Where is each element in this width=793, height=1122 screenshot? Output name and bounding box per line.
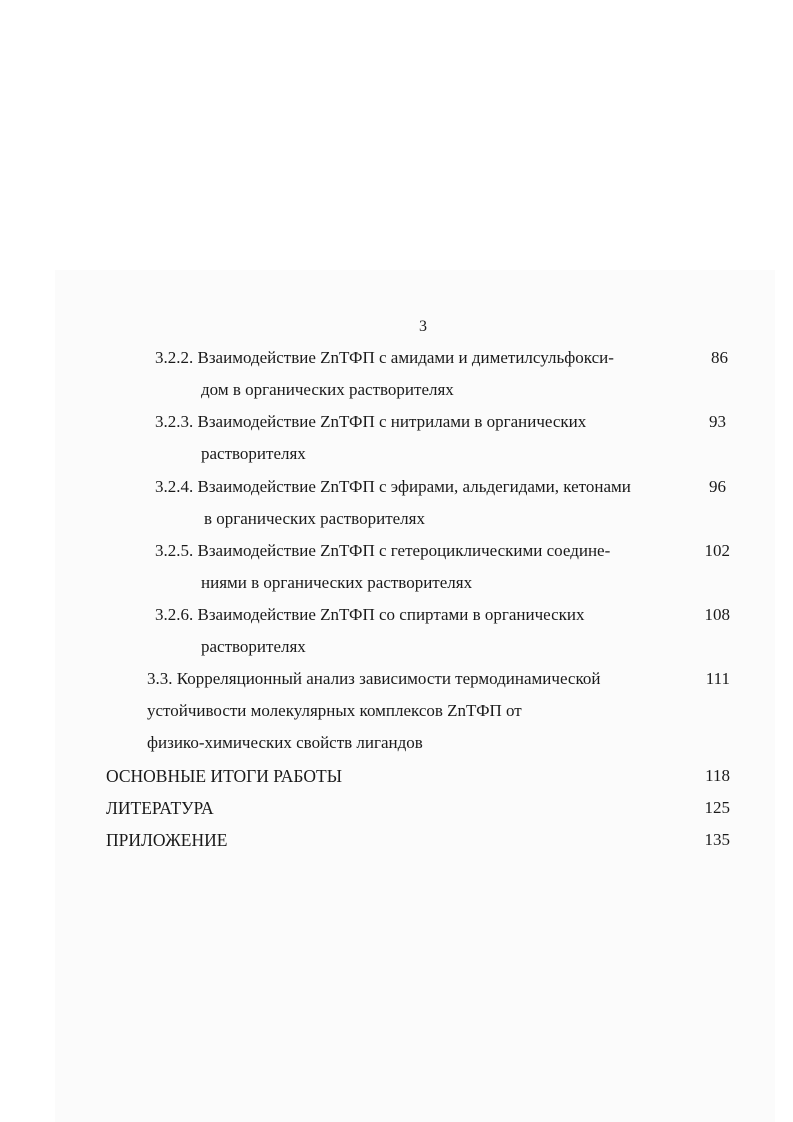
toc-page-number: 93 (709, 412, 726, 431)
toc-entry-text: ЛИТЕРАТУРА (106, 798, 214, 818)
toc-page-number: 96 (709, 477, 726, 496)
toc-entry-text: физико-химических свойств лигандов (147, 733, 423, 752)
toc-entry-text: ОСНОВНЫЕ ИТОГИ РАБОТЫ (106, 766, 342, 786)
toc-page-number: 118 (705, 766, 730, 785)
toc-entry-text: растворителях (201, 444, 306, 463)
toc-entry-text: устойчивости молекулярных комплексов ZnТФП от (147, 701, 522, 720)
page-number: 3 (419, 318, 427, 335)
toc-page-number: 111 (705, 669, 730, 688)
toc-entry-text: дом в органических растворителях (201, 380, 454, 399)
toc-page-number: 125 (704, 798, 730, 817)
toc-page-number: 102 (704, 541, 730, 560)
toc-page-number: 108 (704, 605, 730, 624)
toc-entry-text: 3.3. Корреляционный анализ зависимости термодинамической (147, 669, 601, 688)
toc-entry-text: 3.2.3. Взаимодействие ZnТФП с нитрилами в органических (155, 412, 587, 431)
toc-page-number: 86 (711, 348, 728, 367)
toc-entry-text: 3.2.5. Взаимодействие ZnТФП с гетероциклическими соедине- (155, 541, 611, 560)
toc-entry-text: растворителях (201, 637, 306, 656)
toc-entry-text: 3.2.6. Взаимодействие ZnТФП со спиртами в органических (155, 605, 585, 624)
toc-entry-text: ПРИЛОЖЕНИЕ (106, 830, 228, 850)
toc-page-number: 135 (704, 830, 730, 849)
toc-entry-text: в органических растворителях (204, 509, 425, 528)
toc-entry-text: 3.2.4. Взаимодействие ZnТФП с эфирами, альдегидами, кетонами (155, 477, 631, 496)
toc-entry-text: ниями в органических растворителях (201, 573, 473, 592)
toc-entry-text: 3.2.2. Взаимодействие ZnТФП с амидами и диметилсульфокси- (155, 348, 614, 367)
